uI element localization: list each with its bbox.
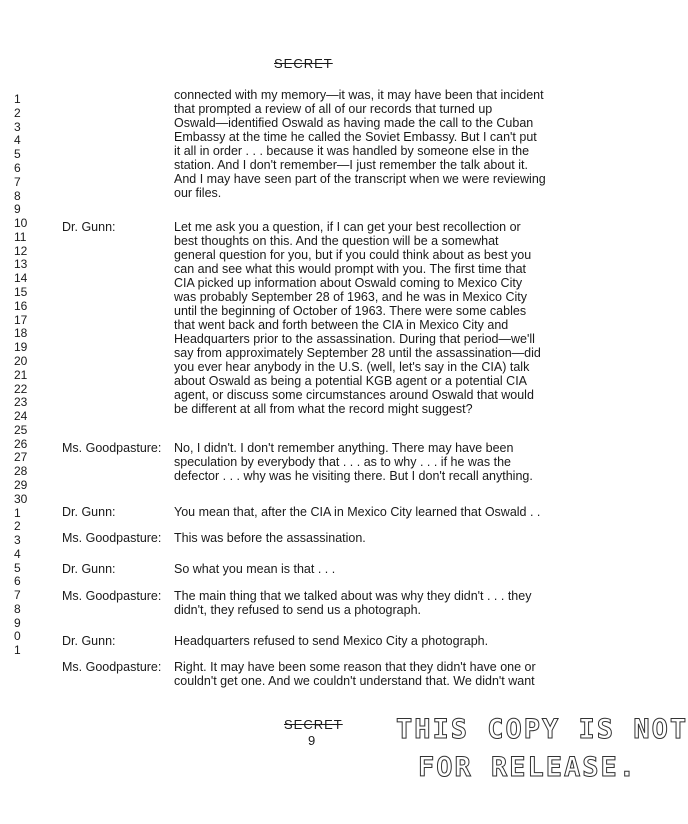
transcript-line: Let me ask you a question, if I can get your best recollection or (174, 220, 521, 234)
release-stamp-line-1: THIS COPY IS NOT (396, 714, 688, 745)
line-number: 21 (14, 368, 28, 382)
transcript-line: station. And I don't remember—I just remember the talk about it. (174, 158, 528, 172)
line-number: 13 (14, 257, 28, 271)
line-number: 26 (14, 437, 28, 451)
line-number: 24 (14, 409, 28, 423)
transcript-line: general question for you, but if you could think about as best you (174, 248, 532, 262)
line-number: 1 (14, 506, 21, 520)
speaker-label: Dr. Gunn: (62, 505, 116, 519)
transcript-line: No, I didn't. I don't remember anything. There may have been (174, 441, 514, 455)
page-number: 9 (308, 733, 316, 748)
line-number: 9 (14, 202, 21, 216)
transcript-line: defector . . . why was he visiting there. But I don't recall anything. (174, 469, 533, 483)
line-number: 12 (14, 244, 28, 258)
transcript-line: you ever hear anybody in the U.S. (well, let's say in the CIA) talk (174, 360, 530, 374)
line-number: 7 (14, 175, 21, 189)
line-number: 14 (14, 271, 28, 285)
line-number: 25 (14, 423, 28, 437)
line-number: 30 (14, 492, 28, 506)
line-number: 6 (14, 161, 21, 175)
speaker-label: Ms. Goodpasture: (62, 589, 162, 603)
line-number: 27 (14, 450, 28, 464)
transcript-line: speculation by everybody that . . . as to why . . . if he was the (174, 455, 511, 469)
line-number: 6 (14, 574, 21, 588)
release-stamp-line-2: FOR RELEASE. (418, 752, 638, 783)
speaker-label: Ms. Goodpasture: (62, 441, 162, 455)
transcript-line: say from approximately September 28 until the assassination—did (174, 346, 541, 360)
line-number: 17 (14, 313, 28, 327)
transcript-line: about Oswald as being a potential KGB agent or a potential CIA (174, 374, 528, 388)
footer-classification: SECRET (284, 717, 343, 732)
line-number: 2 (14, 519, 21, 533)
line-number: 10 (14, 216, 28, 230)
transcript-line: our files. (174, 186, 222, 200)
line-number: 23 (14, 395, 28, 409)
transcript-line: that prompted a review of all of our records that turned up (174, 102, 493, 116)
transcript-line: Headquarters prior to the assassination. During that period—we'll (174, 332, 535, 346)
speaker-label: Dr. Gunn: (62, 562, 116, 576)
line-number: 1 (14, 92, 21, 106)
transcript-line: was probably September 28 of 1963, and he was in Mexico City (174, 290, 527, 304)
line-number: 19 (14, 340, 28, 354)
line-number: 18 (14, 326, 28, 340)
line-number: 29 (14, 478, 28, 492)
transcript-line: This was before the assassination. (174, 531, 366, 545)
line-number: 0 (14, 629, 21, 643)
transcript-line: until the beginning of October of 1963. There were some cables (174, 304, 527, 318)
line-number: 22 (14, 382, 28, 396)
speaker-label: Ms. Goodpasture: (62, 531, 162, 545)
line-number: 5 (14, 147, 21, 161)
transcript-line: didn't, they refused to send us a photograph. (174, 603, 422, 617)
transcript-line: couldn't get one. And we couldn't understand that. We didn't want (174, 674, 535, 688)
speaker-label: Ms. Goodpasture: (62, 660, 162, 674)
line-number: 3 (14, 533, 21, 547)
transcript-line: be different at all from what the record might suggest? (174, 402, 473, 416)
line-number: 8 (14, 602, 21, 616)
line-number: 11 (14, 230, 27, 244)
line-number: 4 (14, 547, 21, 561)
line-number: 15 (14, 285, 28, 299)
transcript-line: And I may have seen part of the transcript when we were reviewing (174, 172, 546, 186)
transcript-line: connected with my memory—it was, it may have been that incident (174, 88, 544, 102)
line-number: 4 (14, 133, 21, 147)
line-number: 28 (14, 464, 28, 478)
speaker-label: Dr. Gunn: (62, 634, 116, 648)
transcript-line: it all in order . . . because it was handled by someone else in the (174, 144, 530, 158)
transcript-line: Embassy at the time he called the Soviet Embassy. But I can't put (174, 130, 537, 144)
line-number: 8 (14, 189, 21, 203)
transcript-line: that went back and forth between the CIA in Mexico City and (174, 318, 509, 332)
transcript-line: CIA picked up information about Oswald coming to Mexico City (174, 276, 523, 290)
transcript-line: can and see what this would prompt with you. The first time that (174, 262, 527, 276)
line-number: 16 (14, 299, 28, 313)
transcript-line: So what you mean is that . . . (174, 562, 336, 576)
transcript-line: You mean that, after the CIA in Mexico City learned that Oswald . . (174, 505, 541, 519)
transcript-line: agent, or discuss some circumstances around Oswald that would (174, 388, 534, 402)
transcript-line: Headquarters refused to send Mexico City a photograph. (174, 634, 489, 648)
line-number: 3 (14, 120, 21, 134)
line-number: 1 (14, 643, 21, 657)
line-number: 20 (14, 354, 28, 368)
line-number: 7 (14, 588, 21, 602)
line-number: 2 (14, 106, 21, 120)
transcript-line: best thoughts on this. And the question will be a somewhat (174, 234, 499, 248)
transcript-line: Oswald—identified Oswald as having made the call to the Cuban (174, 116, 534, 130)
transcript-line: Right. It may have been some reason that they didn't have one or (174, 660, 536, 674)
line-number: 5 (14, 561, 21, 575)
line-number: 9 (14, 616, 21, 630)
transcript-line: The main thing that we talked about was why they didn't . . . they (174, 589, 532, 603)
speaker-label: Dr. Gunn: (62, 220, 116, 234)
header-classification: SECRET (274, 56, 333, 71)
